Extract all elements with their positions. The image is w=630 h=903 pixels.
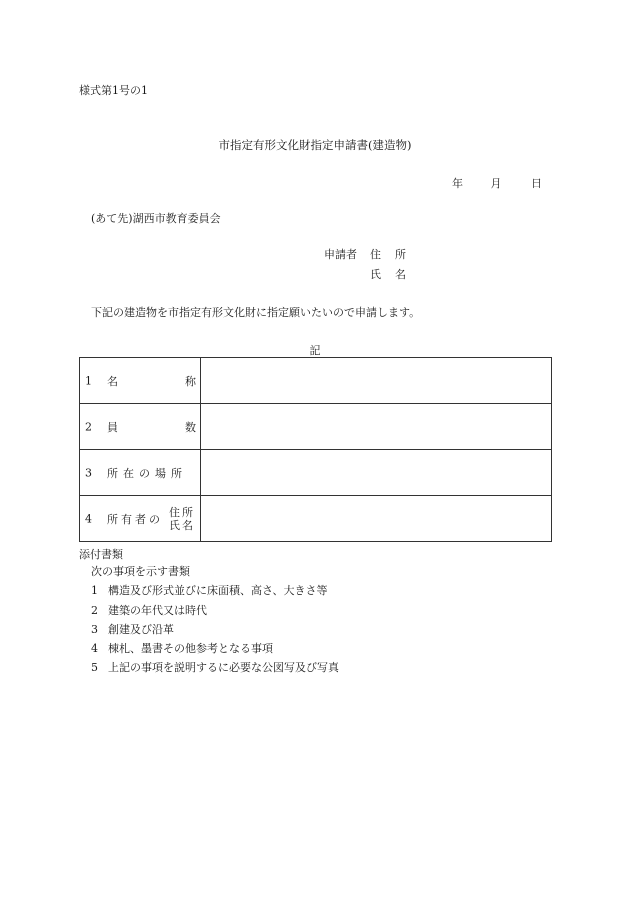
address-label: [370, 248, 406, 261]
name-label-char-2: 名: [395, 268, 406, 281]
attachments-title: 添付書類: [79, 548, 123, 561]
ki-label: 記: [309, 344, 321, 357]
name-label: [370, 268, 406, 281]
request-text: 下記の建造物を市指定有形文化財に指定願いたいので申請します。: [91, 306, 421, 319]
item-number: 3: [91, 622, 98, 636]
location-label: 所在の場所: [107, 466, 187, 480]
item-text: 創建及び沿革: [108, 622, 174, 636]
applicant-heading: 申請者: [324, 248, 357, 261]
item-number: 4: [91, 642, 98, 656]
attachments-list: [91, 565, 339, 681]
row-number: 1: [85, 374, 92, 387]
list-item: [91, 661, 339, 680]
detail-table: [79, 357, 552, 542]
table-row: [80, 496, 552, 542]
table-row: [80, 450, 552, 496]
form-number: 様式第1号の1: [79, 84, 148, 97]
row-number: 2: [85, 420, 92, 433]
address-label-char-1: 住: [370, 248, 381, 261]
applicant-block: [324, 248, 406, 288]
owner-name-label: 氏名: [169, 518, 195, 532]
name-label-char-1: 氏: [370, 268, 381, 281]
list-item: [91, 604, 339, 623]
item-text: 建築の年代又は時代: [108, 603, 207, 617]
row-label-cell: [80, 358, 201, 404]
applicant-name-row: [324, 268, 406, 288]
item-text: 構造及び形式並びに床面積、高さ、大きさ等: [108, 584, 328, 598]
row-label-cell: [80, 496, 201, 542]
date-line: [452, 175, 542, 191]
item-text: 棟札、墨書その他参考となる事項: [108, 642, 273, 656]
count-label-a: 員: [107, 420, 118, 434]
name-label-b: 称: [185, 374, 196, 388]
attachments-intro: 次の事項を示す書類: [91, 565, 190, 578]
owner-entry-cell[interactable]: [201, 496, 552, 542]
owner-label: 所有者の: [107, 512, 163, 526]
date-month-label: 月: [490, 177, 502, 190]
table-row: [80, 358, 552, 404]
count-entry-cell[interactable]: [201, 404, 552, 450]
list-item: [91, 623, 339, 642]
applicant-address-row: [324, 248, 406, 268]
owner-address-label: 住所: [169, 505, 195, 519]
document-title: 市指定有形文化財指定申請書(建造物): [218, 138, 412, 152]
row-label-cell: [80, 450, 201, 496]
item-text: 上記の事項を説明するに必要な公図写及び写真: [108, 661, 339, 675]
row-number: 3: [85, 466, 92, 479]
date-day-label: 日: [531, 177, 542, 190]
location-entry-cell[interactable]: [201, 450, 552, 496]
address-label-char-2: 所: [395, 248, 406, 261]
date-year-label: 年: [452, 177, 463, 190]
addressee: (あて先)湖西市教育委員会: [91, 212, 221, 225]
row-label-cell: [80, 404, 201, 450]
count-label-b: 数: [185, 420, 196, 434]
name-label-a: 名: [107, 374, 118, 388]
item-number: 2: [91, 603, 98, 617]
row-number: 4: [85, 512, 92, 525]
item-number: 1: [91, 584, 98, 598]
table-row: [80, 404, 552, 450]
name-entry-cell[interactable]: [201, 358, 552, 404]
owner-sub-labels: [169, 506, 195, 532]
list-item: [91, 584, 339, 603]
item-number: 5: [91, 661, 98, 675]
list-item: [91, 642, 339, 661]
